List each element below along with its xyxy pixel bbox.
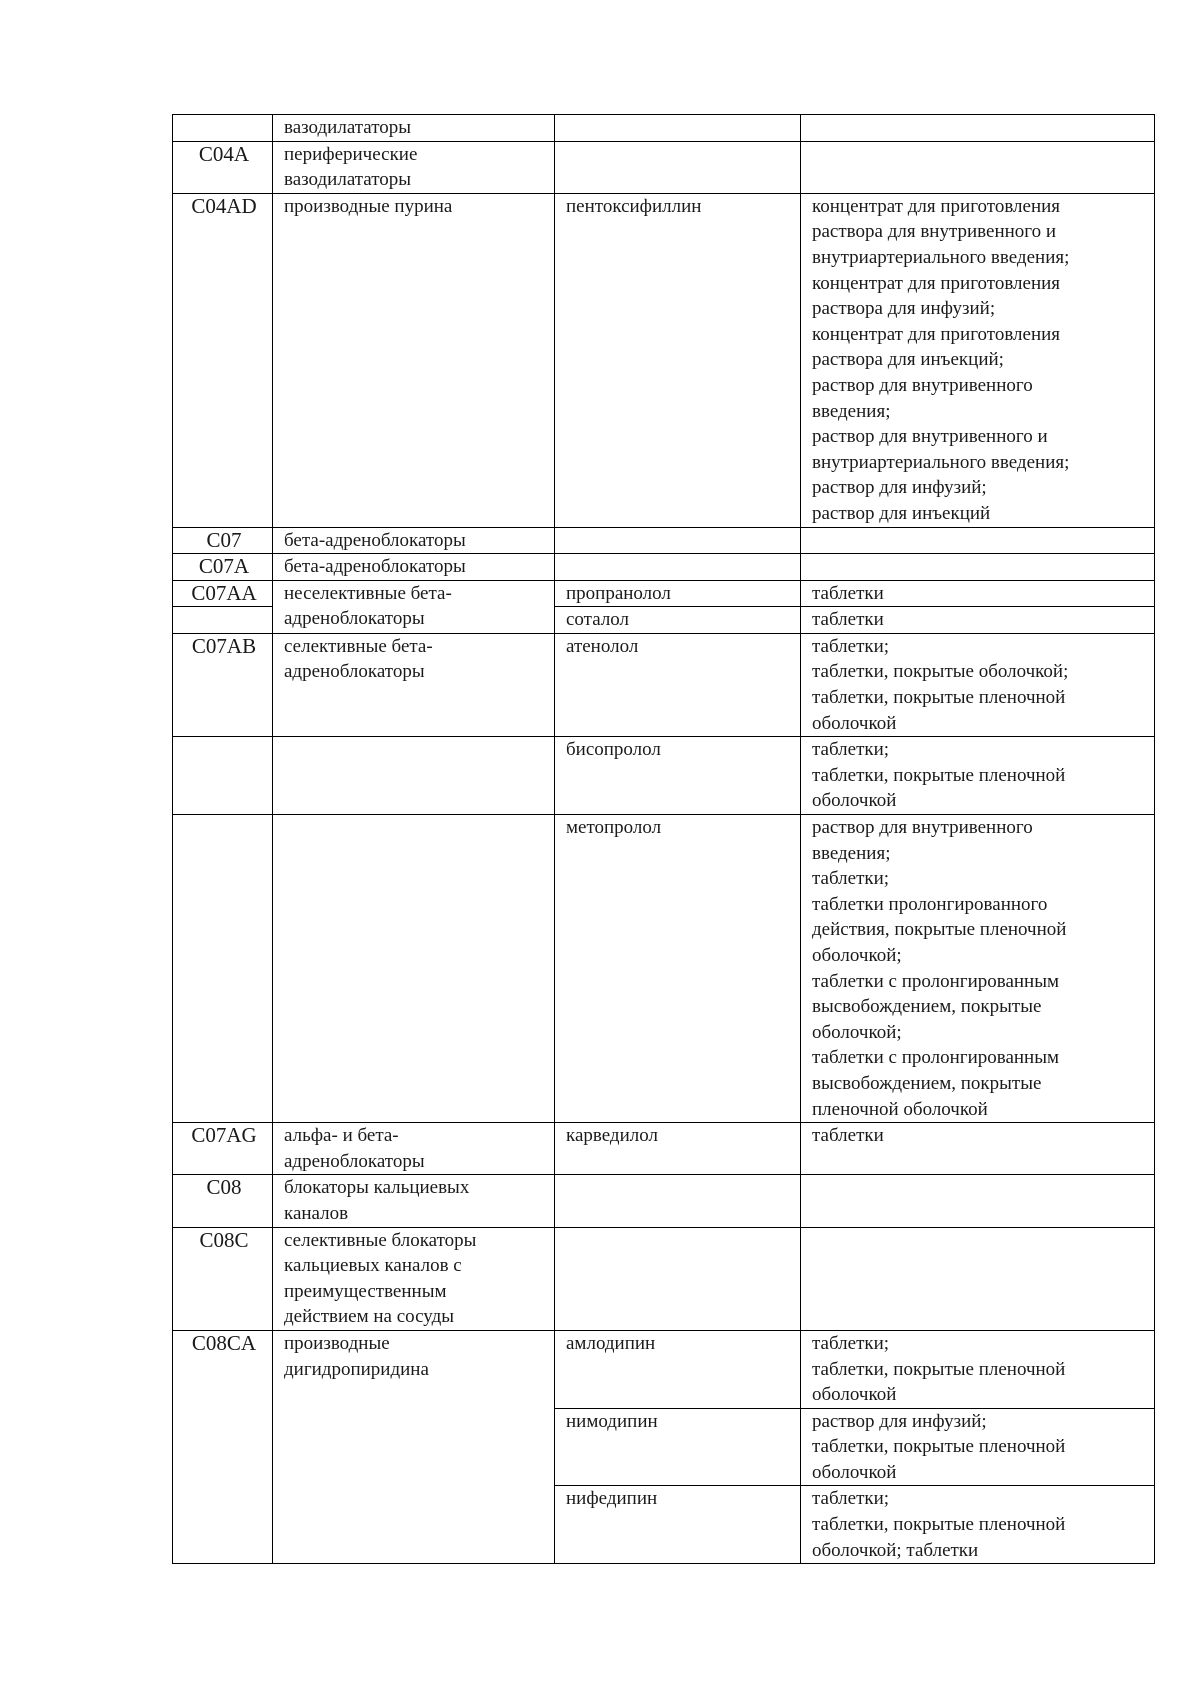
drug-name-cell — [555, 1123, 801, 1175]
drug-name-cell — [555, 527, 801, 554]
cell-text-line: бисопролол — [566, 739, 661, 761]
dosage-form-cell — [801, 580, 1155, 607]
cell-text-line: раствора для инфузий; — [812, 298, 996, 320]
dosage-form-cell — [801, 554, 1155, 581]
cell-text-line: нифедипин — [566, 1488, 658, 1510]
cell-text-line: таблетки пролонгированного — [812, 893, 1048, 915]
cell-text-line: адреноблокаторы — [284, 608, 425, 630]
cell-text-line: бета-адреноблокаторы — [284, 529, 466, 551]
table-row — [173, 815, 1155, 1123]
cell-text-line: периферические — [284, 143, 418, 165]
cell-text-line: таблетки, покрытые пленочной — [812, 687, 1066, 709]
cell-text-line: раствор для внутривенного и — [812, 426, 1048, 448]
dosage-form-cell — [801, 737, 1155, 815]
drug-name-cell — [555, 1330, 801, 1408]
table-row — [173, 1330, 1155, 1408]
cell-text-line: карведилол — [566, 1125, 658, 1147]
cell-text-line: раствора для инъекций; — [812, 349, 1004, 371]
cell-text-line: пленочной оболочкой — [812, 1098, 988, 1120]
atc-code-cell — [173, 607, 273, 634]
cell-text-line: пентоксифиллин — [566, 195, 702, 217]
cell-text-line: таблетки, покрытые пленочной — [812, 1358, 1066, 1380]
table-row — [173, 633, 1155, 736]
dosage-form-cell — [801, 1486, 1155, 1564]
cell-text-line: таблетки, покрытые оболочкой; — [812, 661, 1069, 683]
drug-name-cell — [555, 141, 801, 193]
table-row — [173, 141, 1155, 193]
cell-text-line: действием на сосуды — [284, 1306, 455, 1328]
group-name-cell — [273, 633, 555, 736]
cell-text-line: оболочкой — [812, 790, 897, 812]
atc-code-cell — [173, 115, 273, 142]
cell-text-line: кальциевых каналов с — [284, 1255, 462, 1277]
table-row — [173, 1227, 1155, 1330]
table-row — [173, 580, 1155, 607]
cell-text-line: адреноблокаторы — [284, 1150, 425, 1172]
atc-code-cell — [173, 815, 273, 1123]
dosage-form-cell — [801, 1330, 1155, 1408]
cell-text-line: внутриартериального введения; — [812, 451, 1070, 473]
drug-name-cell — [555, 554, 801, 581]
table-row — [173, 1123, 1155, 1175]
cell-text-line: вазодилататоры — [284, 117, 412, 138]
cell-text-line: раствор для внутривенного — [812, 374, 1033, 396]
cell-text-line: таблетки, покрытые пленочной — [812, 1436, 1066, 1458]
cell-text-line: оболочкой; — [812, 945, 902, 966]
group-name-cell — [273, 115, 555, 142]
cell-text-line: таблетки — [812, 582, 884, 604]
cell-text-line: внутриартериального введения; — [812, 246, 1070, 268]
drug-name-cell — [555, 1175, 801, 1227]
atc-code-cell: C04AD — [173, 193, 273, 527]
cell-text-line: высвобождением, покрытые — [812, 1072, 1042, 1094]
atc-code-cell: C08 — [173, 1175, 273, 1227]
cell-text-line: соталол — [566, 609, 630, 631]
drug-name-cell — [555, 737, 801, 815]
cell-text-line: таблетки; — [812, 1488, 890, 1510]
atc-code-cell: C07 — [173, 527, 273, 554]
cell-text-line: таблетки с пролонгированным — [812, 1047, 1060, 1069]
drug-name-cell — [555, 193, 801, 527]
cell-text-line: метопролол — [566, 817, 662, 839]
table-row — [173, 527, 1155, 554]
cell-text-line: концентрат для приготовления — [812, 195, 1061, 217]
cell-text-line: адреноблокаторы — [284, 661, 425, 683]
cell-text-line: раствор для инъекций — [812, 502, 991, 524]
cell-text-line: таблетки; — [812, 1332, 890, 1354]
cell-text-line: таблетки; — [812, 868, 890, 890]
cell-text-line: преимущественным — [284, 1280, 447, 1302]
drug-name-cell — [555, 1486, 801, 1564]
drug-name-cell — [555, 115, 801, 142]
cell-text-line: оболочкой — [812, 1461, 897, 1483]
group-name-cell — [273, 193, 555, 527]
dosage-form-cell — [801, 633, 1155, 736]
cell-text-line: оболочкой — [812, 712, 897, 734]
atc-code-cell: C07A — [173, 554, 273, 581]
atc-code-cell: C07AB — [173, 633, 273, 736]
group-name-cell — [273, 1123, 555, 1175]
cell-text-line: таблетки — [812, 1125, 884, 1147]
cell-text-line: амлодипин — [566, 1332, 656, 1354]
atc-code-cell — [173, 737, 273, 815]
group-name-cell — [273, 527, 555, 554]
atc-code-cell: C07AG — [173, 1123, 273, 1175]
group-name-cell — [273, 815, 555, 1123]
group-name-cell — [273, 1227, 555, 1330]
dosage-form-cell — [801, 527, 1155, 554]
cell-text-line: раствор для внутривенного — [812, 817, 1033, 839]
table-row — [173, 737, 1155, 815]
cell-text-line: концентрат для приготовления — [812, 272, 1061, 294]
atc-code-cell: C07AA — [173, 580, 273, 607]
atc-code-cell: C08C — [173, 1227, 273, 1330]
cell-text-line: блокаторы кальциевых — [284, 1177, 470, 1199]
group-name-cell — [273, 1175, 555, 1227]
dosage-form-cell — [801, 607, 1155, 634]
dosage-form-cell — [801, 1227, 1155, 1330]
dosage-form-cell — [801, 815, 1155, 1123]
cell-text-line: введения; — [812, 842, 891, 864]
cell-text-line: пропранолол — [566, 582, 671, 604]
cell-text-line: таблетки, покрытые пленочной — [812, 1514, 1066, 1536]
table-row — [173, 193, 1155, 527]
group-name-cell — [273, 737, 555, 815]
drug-name-cell — [555, 580, 801, 607]
drug-name-cell — [555, 1408, 801, 1486]
cell-text-line: вазодилататоры — [284, 169, 412, 191]
dosage-form-cell — [801, 1408, 1155, 1486]
cell-text-line: производные пурина — [284, 195, 453, 217]
drug-name-cell — [555, 607, 801, 634]
cell-text-line: действия, покрытые пленочной — [812, 919, 1067, 941]
cell-text-line: таблетки с пролонгированным — [812, 970, 1060, 992]
cell-text-line: неселективные бета- — [284, 582, 452, 604]
group-name-cell — [273, 554, 555, 581]
cell-text-line: таблетки; — [812, 635, 890, 657]
cell-text-line: оболочкой; — [812, 1021, 902, 1043]
atc-code-cell: C08CA — [173, 1330, 273, 1563]
dosage-form-cell — [801, 193, 1155, 527]
cell-text-line: раствор для инфузий; — [812, 1410, 987, 1432]
drug-name-cell — [555, 633, 801, 736]
atc-drug-table — [172, 114, 1155, 1564]
cell-text-line: раствора для внутривенного и — [812, 221, 1057, 243]
dosage-form-cell — [801, 1123, 1155, 1175]
table-row — [173, 554, 1155, 581]
cell-text-line: концентрат для приготовления — [812, 323, 1061, 345]
drug-name-cell — [555, 1227, 801, 1330]
cell-text-line: атенолол — [566, 635, 639, 657]
dosage-form-cell — [801, 1175, 1155, 1227]
table-row — [173, 1175, 1155, 1227]
cell-text-line: альфа- и бета- — [284, 1125, 399, 1147]
cell-text-line: оболочкой; таблетки — [812, 1539, 979, 1561]
drug-name-cell — [555, 815, 801, 1123]
group-name-cell — [273, 141, 555, 193]
cell-text-line: дигидропиридина — [284, 1358, 429, 1380]
group-name-cell — [273, 1330, 555, 1563]
cell-text-line: таблетки; — [812, 739, 890, 761]
cell-text-line: таблетки, покрытые пленочной — [812, 764, 1066, 786]
cell-text-line: селективные бета- — [284, 635, 433, 657]
cell-text-line: нимодипин — [566, 1410, 658, 1432]
dosage-form-cell — [801, 141, 1155, 193]
cell-text-line: производные — [284, 1332, 390, 1354]
group-name-cell — [273, 580, 555, 633]
cell-text-line: высвобождением, покрытые — [812, 996, 1042, 1018]
dosage-form-cell — [801, 115, 1155, 142]
cell-text-line: бета-адреноблокаторы — [284, 556, 466, 578]
cell-text-line: таблетки — [812, 609, 884, 631]
cell-text-line: введения; — [812, 400, 891, 422]
table-row — [173, 115, 1155, 142]
cell-text-line: селективные блокаторы — [284, 1229, 477, 1251]
cell-text-line: оболочкой — [812, 1384, 897, 1406]
atc-code-cell: C04A — [173, 141, 273, 193]
cell-text-line: каналов — [284, 1202, 349, 1224]
cell-text-line: раствор для инфузий; — [812, 477, 987, 499]
